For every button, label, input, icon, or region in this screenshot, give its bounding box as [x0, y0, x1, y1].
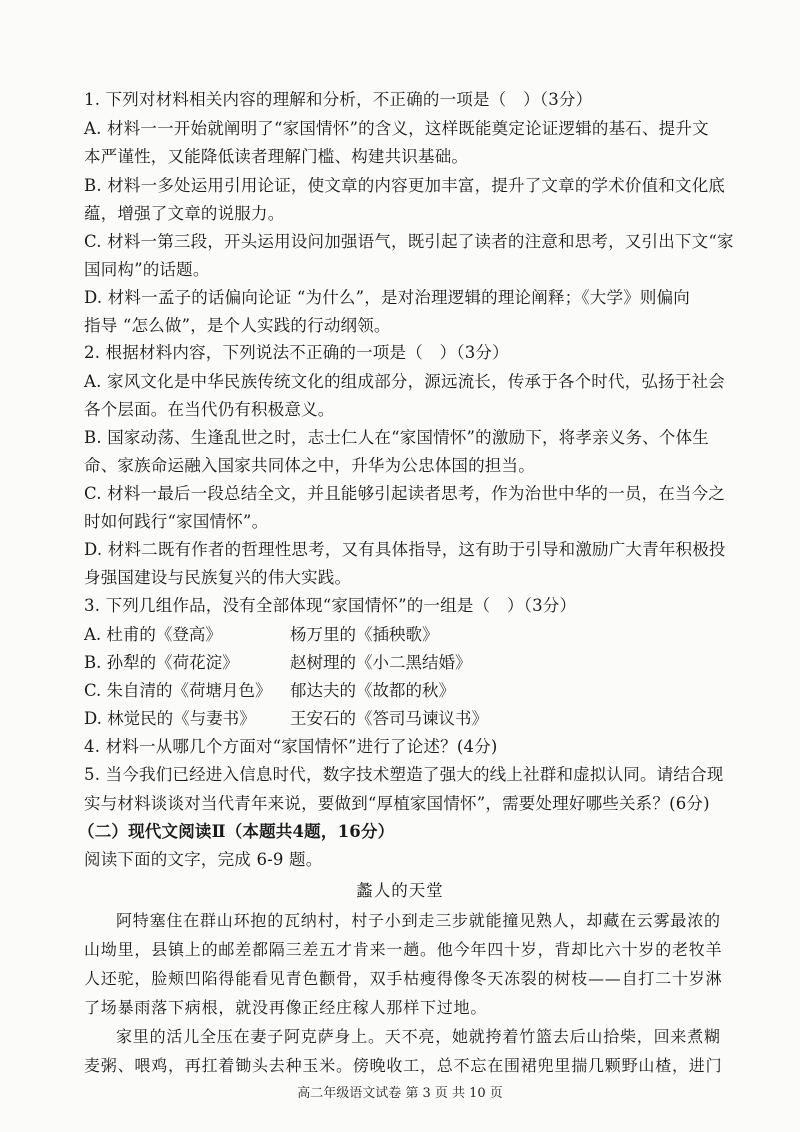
q1-option-d-line1: D. 材料一孟子的话偏向论证 “为什么”，是对治理逻辑的理论阐释；《大学》则偏向 — [84, 288, 690, 307]
story-p2-line1: 家里的活儿全压在妻子阿克萨身上。天不亮，她就挎着竹篮去后山拾柴，回来煮糊 — [116, 1027, 721, 1046]
q2-option-b-line2: 命、家族命运融入国家共同体之中，升华为公忠体国的担当。 — [84, 456, 535, 475]
q4-stem: 4. 材料一从哪几个方面对“家国情怀”进行了论述？(4分) — [84, 737, 498, 756]
story-p1-line4: 了场暴雨落下病根，就没再像正经庄稼人那样下过地。 — [84, 998, 488, 1017]
q1-stem: 1. 下列对材料相关内容的理解和分析，不正确的一项是（ ）（3分） — [84, 90, 593, 109]
q3-option-d-left: D. 林觉民的《与妻书》 — [84, 709, 256, 728]
q5-line1: 5. 当今我们已经进入信息时代，数字技术塑造了强大的线上社群和虚拟认同。请结合现 — [84, 765, 724, 784]
q2-option-c-line2: 时如何践行“家国情怀”。 — [84, 512, 269, 531]
story-p1-line3: 人还驼，脸颊凹陷得能看见青色颧骨，双手枯瘦得像冬天冻裂的树枝——自打二十岁淋 — [84, 969, 723, 988]
q1-option-b-line1: B. 材料一多处运用引用论证，使文章的内容更加丰富，提升了文章的学术价值和文化底 — [84, 176, 726, 195]
q3-option-d-right: 王安石的《答司马谏议书》 — [290, 709, 488, 728]
q2-option-c-line1: C. 材料一最后一段总结全文，并且能够引起读者思考，作为治世中华的一员，在当今之 — [84, 484, 726, 503]
page-footer: 高二年级语文试卷 第 3 页 共 10 页 — [297, 1086, 503, 1101]
q3-option-c-left: C. 朱自清的《荷塘月色》 — [84, 681, 272, 700]
q1-option-d-line2: 指导 “怎么做”，是个人实践的行动纲领。 — [84, 316, 391, 335]
q3-option-c-right: 郁达夫的《故都的秋》 — [290, 681, 455, 700]
story-p1-line2: 山坳里，县镇上的邮差都隔三差五才肯来一趟。他今年四十岁，背却比六十岁的老牧羊 — [84, 940, 723, 959]
q2-option-a-line1: A. 家风文化是中华民族传统文化的组成部分，源远流长，传承于各个时代，弘扬于社会 — [84, 372, 725, 391]
q2-stem: 2. 根据材料内容，下列说法不正确的一项是（ ）（3分） — [84, 343, 509, 362]
q3-option-a-right: 杨万里的《插秧歌》 — [290, 625, 439, 644]
story-p1-line1: 阿特塞住在群山环抱的瓦纳村，村子小到走三步就能撞见熟人，却藏在云雾最浓的 — [116, 911, 721, 930]
q1-option-a-line1: A. 材料一一开始就阐明了“家国情怀”的含义，这样既能奠定论证逻辑的基石、提升文 — [84, 119, 709, 138]
q2-option-d-line1: D. 材料二既有作者的哲理性思考，又有具体指导，这有助于引导和激励广大青年积极投 — [84, 540, 726, 559]
q1-option-c-line2: 国同构”的话题。 — [84, 260, 210, 279]
story-p2-line2: 麦粥、喂鸡，再扛着锄头去种玉米。傍晚收工，总不忘在围裙兜里揣几颗野山楂，进门 — [84, 1056, 723, 1075]
q3-option-b-left: B. 孙犁的《荷花淀》 — [84, 653, 239, 672]
q1-option-a-line2: 本严谨性，又能降低读者理解门槛、构建共识基础。 — [84, 147, 469, 166]
section-heading: （二）现代文阅读Ⅱ（本题共4题，16分） — [78, 822, 395, 841]
q3-option-a-left: A. 杜甫的《登高》 — [84, 625, 222, 644]
q1-option-c-line1: C. 材料一第三段，开头运用设问加强语气，既引起了读者的注意和思考，又引出下文“家 — [84, 232, 734, 251]
q3-option-b-right: 赵树理的《小二黑结婚》 — [290, 653, 472, 672]
q2-option-b-line1: B. 国家动荡、生逢乱世之时，志士仁人在“家国情怀”的激励下，将孝亲义务、个体生 — [84, 428, 709, 447]
q1-option-b-line2: 蕴，增强了文章的说服力。 — [84, 204, 285, 223]
q5-line2: 实与材料谈谈对当代青年来说，要做到“厚植家国情怀”，需要处理好哪些关系？(6分) — [84, 794, 710, 813]
q3-stem: 3. 下列几组作品，没有全部体现“家国情怀”的一组是（ ）（3分） — [84, 596, 577, 615]
story-title: 蠡人的天堂 — [356, 881, 444, 900]
q2-option-d-line2: 身强国建设与民族复兴的伟大实践。 — [84, 568, 352, 587]
q2-option-a-line2: 各个层面。在当代仍有积极意义。 — [84, 400, 335, 419]
section-instruction: 阅读下面的文字，完成 6-9 题。 — [84, 850, 323, 869]
